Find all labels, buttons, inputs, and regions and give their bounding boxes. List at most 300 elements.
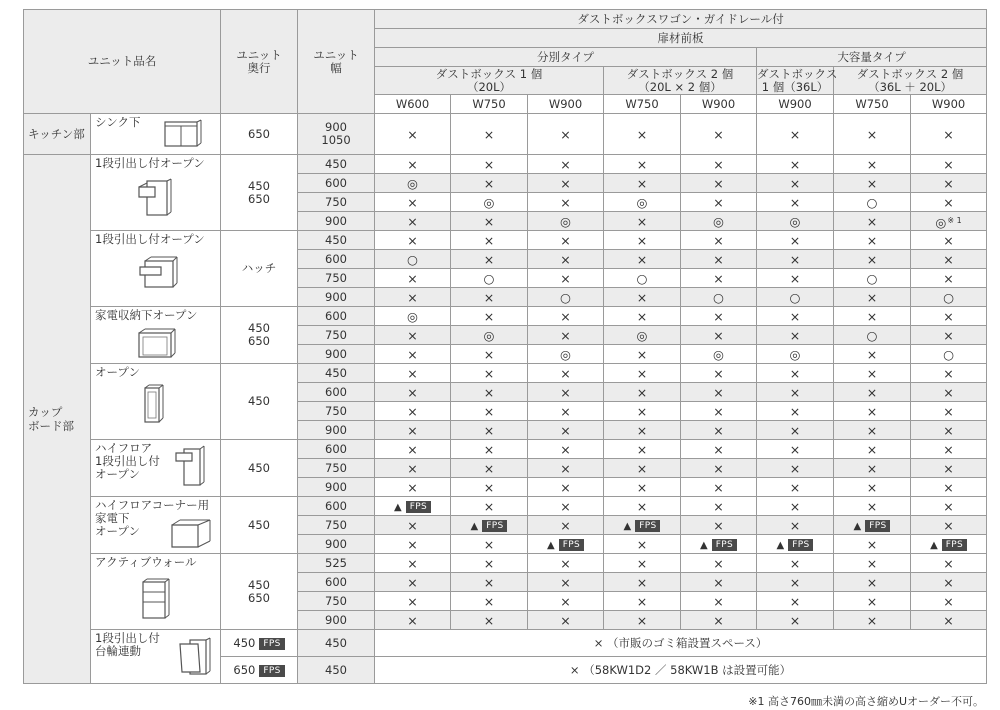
unit-drawer-open: [91, 155, 221, 231]
mark-cell: ×: [911, 592, 987, 611]
mark-cell: ×: [375, 535, 451, 554]
mark-cell: ×: [528, 478, 604, 497]
unit-name: 台輪連動: [95, 644, 141, 658]
mark-cell: ○: [757, 288, 834, 307]
mark-cell: ×: [834, 611, 911, 630]
unit-width: 900: [298, 611, 375, 630]
mark-cell: ×: [757, 174, 834, 193]
mark-cell: ×: [528, 307, 604, 326]
active-wall-cabinet-icon: [139, 576, 171, 622]
mark-cell: ×: [375, 345, 451, 364]
mark-cell: ◎: [681, 212, 757, 231]
mark-cell: ×: [757, 421, 834, 440]
unit-open: [91, 364, 221, 440]
mark-cell: ×: [911, 573, 987, 592]
unit-drawer-plinth-linked: [91, 630, 221, 684]
note-mark: ※ 1: [947, 215, 962, 225]
mark-cell: ×: [681, 497, 757, 516]
mark-cell: ×: [834, 421, 911, 440]
mark-cell: ×: [604, 554, 681, 573]
mark-cell: ×: [528, 497, 604, 516]
header-depth: ユニット 奥行: [221, 10, 298, 114]
unit-depth: 450 650: [221, 554, 298, 630]
mark-cell: ×: [375, 212, 451, 231]
mark-cell: ×: [911, 383, 987, 402]
header-unit-name: ユニット品名: [24, 10, 221, 114]
mark-cell: ×: [528, 592, 604, 611]
fps-badge: FPS: [635, 520, 660, 532]
mark-cell: ×: [604, 535, 681, 554]
mark-cell: ×: [604, 231, 681, 250]
mark-cell: ×: [681, 326, 757, 345]
mark-cell: ×: [528, 402, 604, 421]
mark-cell: ×: [757, 478, 834, 497]
mark-cell: ×: [681, 250, 757, 269]
mark-cell: ×: [451, 383, 528, 402]
mark-cell: ×: [528, 114, 604, 155]
mark-cell: ×: [604, 592, 681, 611]
mark-cell: ×: [451, 459, 528, 478]
unit-sink: [91, 114, 221, 155]
mark-cell: ◎: [451, 193, 528, 212]
triangle-icon: ▲: [700, 539, 708, 551]
mark-cell: ◎: [451, 326, 528, 345]
mark-cell: ×: [375, 573, 451, 592]
unit-depth: 650: [221, 114, 298, 155]
mark-cell: ×: [604, 250, 681, 269]
table-row: [24, 554, 987, 573]
unit-name: 1段引出し付オープン: [95, 232, 205, 246]
mark-cell: ×: [681, 269, 757, 288]
mark-cell: ×: [681, 174, 757, 193]
triangle-icon: ▲: [930, 539, 938, 551]
fps-badge: FPS: [482, 520, 507, 532]
table-row: [24, 364, 987, 383]
unit-name: 1段引出し付オープン: [95, 156, 205, 170]
mark-cell: ×: [451, 402, 528, 421]
mark-cell: ×: [604, 383, 681, 402]
unit-appliance-open: [91, 307, 221, 364]
mark-cell: ×: [451, 174, 528, 193]
mark-cell: ×: [834, 288, 911, 307]
mark-cell: ×: [681, 459, 757, 478]
fps-mark-cell: [757, 535, 834, 554]
mark-cell: ○: [451, 269, 528, 288]
unit-width: 600: [298, 497, 375, 516]
mark-cell: ×: [911, 155, 987, 174]
table-row: [24, 231, 987, 250]
unit-name: 家電下: [95, 511, 130, 525]
header-w: W750: [604, 95, 681, 114]
mark-cell: ×: [911, 402, 987, 421]
unit-width: 900: [298, 288, 375, 307]
mark-cell: ◎: [604, 326, 681, 345]
mark-cell: ×: [451, 288, 528, 307]
table-row: [24, 630, 987, 657]
mark-cell: ×: [834, 440, 911, 459]
mark-cell: ×: [528, 440, 604, 459]
appliance-open-cabinet-icon: [135, 325, 179, 361]
mark-cell: ×: [451, 345, 528, 364]
mark-cell: ○: [911, 345, 987, 364]
header-dustbox-wagon: ダストボックスワゴン・ガイドレール付: [375, 10, 987, 29]
triangle-icon: ▲: [394, 501, 402, 513]
mark-cell: ×: [604, 114, 681, 155]
mark-cell: ×: [834, 364, 911, 383]
drawer-open-low-cabinet-icon: [137, 253, 179, 293]
mark-cell: ×: [681, 307, 757, 326]
mark-cell: ○: [375, 250, 451, 269]
mark-cell: ×: [528, 250, 604, 269]
mark-cell: ×: [757, 250, 834, 269]
unit-width: 600: [298, 383, 375, 402]
mark-cell: ○: [528, 288, 604, 307]
unit-depth: ハッチ: [221, 231, 298, 307]
mark-cell: ◎: [528, 345, 604, 364]
unit-width: 450: [298, 630, 375, 657]
mark-cell: ×: [834, 345, 911, 364]
fps-mark-cell: [911, 535, 987, 554]
unit-depth: 450: [221, 440, 298, 497]
mark-cell: ◎: [375, 307, 451, 326]
unit-width: 450: [298, 364, 375, 383]
mark-cell: ×: [681, 155, 757, 174]
mark-cell: ○: [834, 326, 911, 345]
category-cupboard: カップ ボード部: [24, 155, 91, 684]
mark-cell: ×: [911, 516, 987, 535]
mark-cell: ×: [451, 497, 528, 516]
mark-cell: ×: [451, 554, 528, 573]
mark-cell: ×: [604, 345, 681, 364]
mark-cell: ×: [375, 554, 451, 573]
mark-cell: ×: [604, 174, 681, 193]
mark-cell: ×: [528, 269, 604, 288]
mark-cell: ○: [834, 269, 911, 288]
mark-cell: ×: [911, 459, 987, 478]
mark-cell: ×: [757, 402, 834, 421]
mark-cell: ○: [911, 288, 987, 307]
mark-cell: ×: [834, 459, 911, 478]
mark-cell: ×: [604, 459, 681, 478]
unit-width: 450: [298, 231, 375, 250]
mark-cell: ×: [911, 478, 987, 497]
unit-width: 600: [298, 573, 375, 592]
mark-cell: ×: [834, 478, 911, 497]
header-separate-type: 分別タイプ: [375, 48, 757, 67]
fps-mark-cell: [375, 497, 451, 516]
fps-badge: FPS: [259, 638, 284, 650]
mark-cell: ×: [451, 611, 528, 630]
triangle-icon: ▲: [470, 520, 479, 532]
unit-depth: 450: [221, 497, 298, 554]
mark-cell: ×: [681, 611, 757, 630]
fps-badge: FPS: [559, 539, 584, 551]
mark-cell: ×: [451, 114, 528, 155]
compatibility-table: [23, 9, 987, 684]
mark-cell: ×: [451, 440, 528, 459]
fps-badge: FPS: [406, 501, 431, 513]
header-w: W900: [911, 95, 987, 114]
mark-cell: ×: [528, 554, 604, 573]
unit-width: 900: [298, 535, 375, 554]
header-w: W750: [834, 95, 911, 114]
mark-cell: ×: [681, 193, 757, 212]
unit-width: 750: [298, 592, 375, 611]
mark-cell: ×: [757, 326, 834, 345]
mark-cell: ×: [375, 459, 451, 478]
mark-cell: ×: [375, 383, 451, 402]
mark-cell: ◎: [528, 212, 604, 231]
header-group-3: ダストボックス 1 個（36L）: [757, 66, 838, 94]
mark-cell: ×: [757, 155, 834, 174]
corner-cabinet-icon: [168, 517, 214, 551]
mark-cell: ×: [375, 288, 451, 307]
mark-cell: ×: [375, 364, 451, 383]
table-row: [24, 440, 987, 459]
sink-cabinet-icon: [160, 119, 204, 149]
fps-badge: FPS: [865, 520, 890, 532]
unit-width: 750: [298, 326, 375, 345]
mark-cell: ×: [681, 554, 757, 573]
mark-cell: ×: [528, 231, 604, 250]
unit-highfloor-corner: [91, 497, 221, 554]
header-large-type: 大容量タイプ: [757, 48, 987, 67]
mark-cell: ×: [757, 592, 834, 611]
mark-cell: ×: [528, 193, 604, 212]
mark-cell: ×: [604, 402, 681, 421]
unit-depth: 450 FPS: [221, 630, 298, 657]
mark-cell: ×: [757, 516, 834, 535]
unit-width: 750: [298, 459, 375, 478]
unit-width: 600: [298, 174, 375, 193]
mark-cell: ×: [528, 155, 604, 174]
mark-cell: ×: [451, 535, 528, 554]
unit-width: 600: [298, 440, 375, 459]
unit-name: アクティブウォール: [95, 555, 197, 569]
mark-cell: ×: [375, 478, 451, 497]
unit-depth: 450: [221, 364, 298, 440]
unit-name: 1段引出し付: [95, 454, 160, 468]
mark-cell: ×: [911, 611, 987, 630]
mark-cell: ×: [834, 383, 911, 402]
mark-cell: ×: [604, 364, 681, 383]
header-group-2: ダストボックス 2 個 （20L × 2 個）: [604, 67, 757, 95]
mark-cell: ×: [528, 421, 604, 440]
mark-cell: ○: [834, 193, 911, 212]
category-kitchen: キッチン部: [24, 114, 91, 155]
mark-cell: ×: [451, 421, 528, 440]
mark-cell: ×: [604, 611, 681, 630]
unit-width: 750: [298, 516, 375, 535]
unit-depth: 650 FPS: [221, 657, 298, 684]
unit-name: 1段引出し付: [95, 631, 160, 645]
triangle-icon: ▲: [776, 539, 785, 551]
mark-cell: ×: [911, 114, 987, 155]
mark-cell: ×: [528, 383, 604, 402]
unit-name: ハイフロアコーナー用: [95, 498, 210, 512]
unit-width: 600: [298, 307, 375, 326]
unit-drawer-open-hatch: [91, 231, 221, 307]
unit-width: 900 1050: [298, 114, 375, 155]
unit-active-wall: [91, 554, 221, 630]
mark-cell: ×: [834, 535, 911, 554]
fps-badge: FPS: [942, 539, 967, 551]
mark-cell: ×: [757, 193, 834, 212]
mark-cell: ×: [834, 155, 911, 174]
mark-cell: ◎: [757, 345, 834, 364]
unit-width: 600: [298, 250, 375, 269]
unit-name: オープン: [95, 365, 140, 379]
mark-cell: ◎$^{※ 1}$: [911, 212, 987, 231]
mark-cell: ×: [834, 554, 911, 573]
merged-note-cell: × （市販のゴミ箱設置スペース）: [375, 630, 987, 657]
mark-cell: ×: [528, 611, 604, 630]
mark-cell: ×: [451, 231, 528, 250]
header-w: W900: [681, 95, 757, 114]
drawer-plinth-cabinet-icon: [178, 636, 214, 680]
table-row: [24, 114, 987, 155]
mark-cell: ×: [834, 231, 911, 250]
mark-cell: ×: [834, 174, 911, 193]
footnote: ※1 高さ760㎜未満の高さ縮めUオーダー不可。: [748, 695, 984, 708]
unit-width: 450: [298, 155, 375, 174]
fps-badge: FPS: [788, 539, 813, 551]
mark-cell: ×: [911, 326, 987, 345]
highfloor-drawer-cabinet-icon: [174, 444, 206, 490]
header-door-material: 扉材前板: [375, 29, 987, 48]
fps-badge: FPS: [259, 665, 284, 677]
mark-cell: ×: [757, 383, 834, 402]
table-row: [24, 155, 987, 174]
mark-cell: ×: [911, 497, 987, 516]
mark-cell: ×: [911, 307, 987, 326]
header-w: W750: [451, 95, 528, 114]
mark-cell: ×: [681, 592, 757, 611]
header-width: ユニット 幅: [298, 10, 375, 114]
mark-cell: ×: [911, 421, 987, 440]
mark-cell: ×: [528, 573, 604, 592]
mark-cell: ×: [528, 459, 604, 478]
mark-cell: ◎: [681, 345, 757, 364]
mark-cell: ×: [451, 307, 528, 326]
mark-cell: ×: [604, 212, 681, 231]
unit-depth: 450 650: [221, 155, 298, 231]
mark-cell: ×: [375, 421, 451, 440]
mark-cell: ×: [451, 212, 528, 231]
mark-cell: ×: [375, 114, 451, 155]
mark-cell: ×: [757, 364, 834, 383]
table-row: [24, 497, 987, 516]
mark-cell: ×: [834, 592, 911, 611]
triangle-icon: ▲: [547, 539, 555, 551]
unit-depth: 450 650: [221, 307, 298, 364]
merged-note-cell: × （58KW1D2 ／ 58KW1B は設置可能）: [375, 657, 987, 684]
mark-cell: ×: [911, 193, 987, 212]
mark-cell: ×: [604, 288, 681, 307]
fps-mark-cell: [681, 535, 757, 554]
unit-width: 450: [298, 657, 375, 684]
mark-cell: ×: [375, 269, 451, 288]
mark-cell: ×: [604, 155, 681, 174]
mark-cell: ◎: [375, 174, 451, 193]
triangle-icon: ▲: [623, 520, 632, 532]
mark-cell: ×: [451, 155, 528, 174]
mark-cell: ×: [681, 440, 757, 459]
mark-cell: ×: [451, 573, 528, 592]
mark-cell: ×: [681, 364, 757, 383]
mark-cell: ×: [604, 478, 681, 497]
mark-cell: ×: [681, 516, 757, 535]
mark-cell: ×: [757, 231, 834, 250]
mark-cell: ×: [681, 114, 757, 155]
fps-mark-cell: [451, 516, 528, 535]
unit-name: ハイフロア: [95, 441, 153, 455]
mark-cell: ○: [681, 288, 757, 307]
mark-cell: ×: [375, 592, 451, 611]
mark-cell: ×: [911, 250, 987, 269]
mark-cell: ×: [757, 114, 834, 155]
mark-cell: ×: [604, 421, 681, 440]
mark-cell: ×: [528, 516, 604, 535]
mark-cell: ×: [757, 440, 834, 459]
mark-cell: ×: [757, 554, 834, 573]
mark-cell: ×: [604, 573, 681, 592]
mark-cell: ×: [528, 174, 604, 193]
mark-cell: ×: [911, 364, 987, 383]
mark-cell: ×: [834, 497, 911, 516]
mark-cell: ×: [757, 573, 834, 592]
unit-name: オープン: [95, 467, 140, 481]
mark-cell: ×: [911, 174, 987, 193]
fps-mark-cell: [834, 516, 911, 535]
mark-cell: ×: [834, 250, 911, 269]
unit-highfloor-drawer-open: [91, 440, 221, 497]
mark-cell: ×: [681, 573, 757, 592]
mark-cell: ×: [757, 269, 834, 288]
mark-cell: ×: [911, 269, 987, 288]
mark-cell: ×: [834, 402, 911, 421]
mark-cell: ×: [375, 231, 451, 250]
mark-cell: ×: [681, 231, 757, 250]
mark-cell: ×: [834, 114, 911, 155]
unit-width: 750: [298, 402, 375, 421]
open-cabinet-icon: [141, 382, 167, 426]
mark-cell: ×: [375, 402, 451, 421]
mark-cell: ×: [681, 402, 757, 421]
mark-cell: ×: [528, 326, 604, 345]
mark-cell: ×: [375, 440, 451, 459]
unit-name: シンク下: [95, 115, 141, 129]
unit-width: 900: [298, 421, 375, 440]
mark-cell: ×: [757, 497, 834, 516]
mark-cell: ×: [375, 611, 451, 630]
mark-cell: ×: [375, 326, 451, 345]
mark-cell: ×: [451, 592, 528, 611]
mark-cell: ×: [681, 383, 757, 402]
mark-cell: ×: [757, 307, 834, 326]
mark-cell: ×: [604, 307, 681, 326]
header-w: W900: [528, 95, 604, 114]
unit-width: 900: [298, 478, 375, 497]
unit-width: 900: [298, 212, 375, 231]
mark-cell: ×: [451, 250, 528, 269]
unit-name: 家電収納下オープン: [95, 308, 198, 322]
fps-badge: FPS: [712, 539, 737, 551]
mark-cell: ×: [681, 421, 757, 440]
unit-width: 900: [298, 345, 375, 364]
mark-cell: ×: [681, 478, 757, 497]
table-row: [24, 307, 987, 326]
